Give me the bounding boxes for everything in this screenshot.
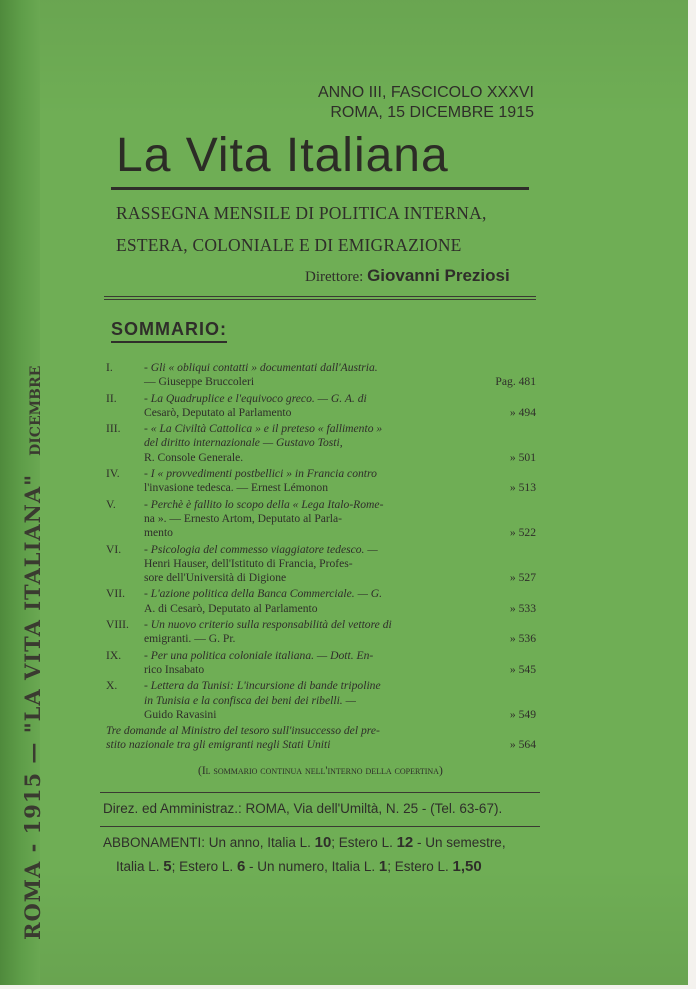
toc-entry-line: - L'azione politica della Banca Commerciale. — G. [144,587,383,601]
toc-entry [106,679,536,722]
toc-entry-number: VIII. [106,618,129,632]
toc-entry-line: R. Console Generale. [144,450,244,464]
toc-entry [106,392,536,421]
toc-entry-line: - « La Civiltà Cattolica » e il preteso « fallimento » [144,422,383,436]
toc-entry [106,618,536,647]
subs-text-1c: ; Estero L. [331,835,393,850]
footer-rule [100,792,540,793]
toc-entry-line: stito nazionale tra gli emigranti negli Stati Uniti [106,738,331,752]
toc-entry-line: A. di Cesarò, Deputato al Parlamento [144,601,318,615]
subtitle-line-2: ESTERA, COLONIALE E DI EMIGRAZIONE [116,235,462,255]
toc-entry [106,724,536,753]
toc-entry [106,498,536,541]
subs-text-1e: - Un semestre, [417,835,506,850]
toc-entry-number: IV. [106,467,120,481]
toc-entry-line: - Perchè è fallito lo scopo della « Lega Italo-Rome- [144,497,384,511]
title-rule [111,187,529,190]
toc-entry-line: Tre domande al Ministro del tesoro sull'insuccesso del pre- [106,724,380,738]
toc-entry [106,649,536,678]
rule-upper [104,296,536,297]
address-rule [100,826,540,827]
subs-price-2b: 5 [163,858,172,875]
toc-entry-number: VI. [106,542,122,556]
toc-entry-line: Guido Ravasini [144,707,217,721]
toc-entry-number: VII. [106,587,125,601]
director-line [305,266,510,286]
toc-entry-line: sore dell'Università di Digione [144,571,287,585]
subs-text-2c: ; Estero L. [171,859,234,874]
toc-entry-line: - La Quadruplice e l'equivoco greco. — G. A. di [144,391,367,405]
spine-month: DICEMBRE [28,365,44,456]
toc-entry-page: » 522 [509,526,536,540]
subscriptions-line-2 [116,858,482,875]
subs-text-2g: ; Estero L. [387,859,449,874]
subscriptions-line-1 [103,834,506,851]
subs-price-2h: 1,50 [452,858,482,875]
subs-text-2a: Italia L. [116,859,160,874]
journal-title: La Vita Italiana [116,129,449,182]
toc-entry-line: - Gli « obliqui contatti » documentati dall'Austria. [144,361,378,374]
subs-text-1a: ABBONAMENTI: Un anno, Italia L. [103,835,311,850]
toc-entry-page: Pag. 481 [495,375,536,389]
toc-entry-page: » 501 [509,450,536,464]
toc-entry-page: » 549 [509,707,536,721]
toc-entry-line: Cesarò, Deputato al Parlamento [144,405,292,419]
toc-entry-line: na ». — Ernesto Artom, Deputato al Parla- [144,511,343,525]
toc-entry-line: del diritto internazionale — Gustavo Tosti, [144,436,343,450]
subs-price-1d: 12 [396,834,414,851]
toc-entry-line: l'invasione tedesca. — Ernest Lémonon [144,481,328,495]
subs-price-1b: 10 [314,834,332,851]
toc-entry-number: I. [106,361,113,374]
toc-entry-page: » 513 [509,481,536,495]
toc-entry-page: » 545 [509,662,536,676]
toc-entry-page: » 564 [509,738,536,752]
address-line: Direz. ed Amministraz.: ROMA, Via dell'Umiltà, N. 25 - (Tel. 63-67). [103,801,503,816]
director-label: Direttore: [305,269,364,285]
toc-entry [106,422,536,465]
toc-entry [106,361,536,390]
toc-entry-page: » 533 [509,601,536,615]
toc-entry-line: in Tunisia e la confisca dei beni dei ribelli. — [144,693,356,707]
subs-price-2f: 1 [378,858,388,875]
toc-entry-page: » 527 [509,571,536,585]
toc-entry-number: IX. [106,648,122,662]
continued-note: (Il sommario continua nell'interno della copertina) [198,765,443,777]
toc-entry-number: III. [106,422,121,436]
toc-entry-line: - Psicologia del commesso viaggiatore tedesco. — [144,542,378,556]
rule-lower [104,299,536,300]
toc-entry [106,587,536,616]
subtitle-line-1: RASSEGNA MENSILE DI POLITICA INTERNA, [116,203,487,223]
table-of-contents [106,361,536,755]
spine-title: ROMA - 1915 — "LA VITA ITALIANA" [20,473,45,940]
toc-entry-line: - Per una politica coloniale italiana. — Dott. En- [144,648,374,662]
toc-entry-line: - I « provvedimenti postbellici » in Francia contro [144,467,377,481]
issue-date: ROMA, 15 DICEMBRE 1915 [330,104,534,121]
toc-entry [106,467,536,496]
toc-entry-number: X. [106,679,118,693]
subs-price-2d: 6 [236,858,246,875]
toc-entry-line: - Un nuovo criterio sulla responsabilità del vettore di [144,618,392,632]
toc-entry-line: - Lettera da Tunisi: L'incursione di bande tripoline [144,679,381,693]
toc-entry-page: » 536 [509,632,536,646]
toc-entry-line: Henri Hauser, dell'Istituto di Francia, Profes- [144,556,353,570]
issue-number: ANNO III, FASCICOLO XXXVI [317,84,534,101]
toc-entry-line: rico Insabato [144,662,205,676]
toc-entry-line: emigranti. — G. Pr. [144,632,236,646]
subs-text-2e: - Un numero, Italia L. [249,859,376,874]
toc-entry-number: V. [106,497,116,511]
spine-text [20,366,45,940]
spine [0,0,45,985]
toc-entry-number: II. [106,391,117,405]
sommario-heading: SOMMARIO: [111,319,227,343]
toc-entry [106,543,536,586]
toc-entry-page: » 494 [509,405,536,419]
director-name: Giovanni Preziosi [367,266,510,285]
toc-entry-line: — Giuseppe Bruccoleri [144,375,255,389]
toc-entry-line: mento [144,526,173,540]
